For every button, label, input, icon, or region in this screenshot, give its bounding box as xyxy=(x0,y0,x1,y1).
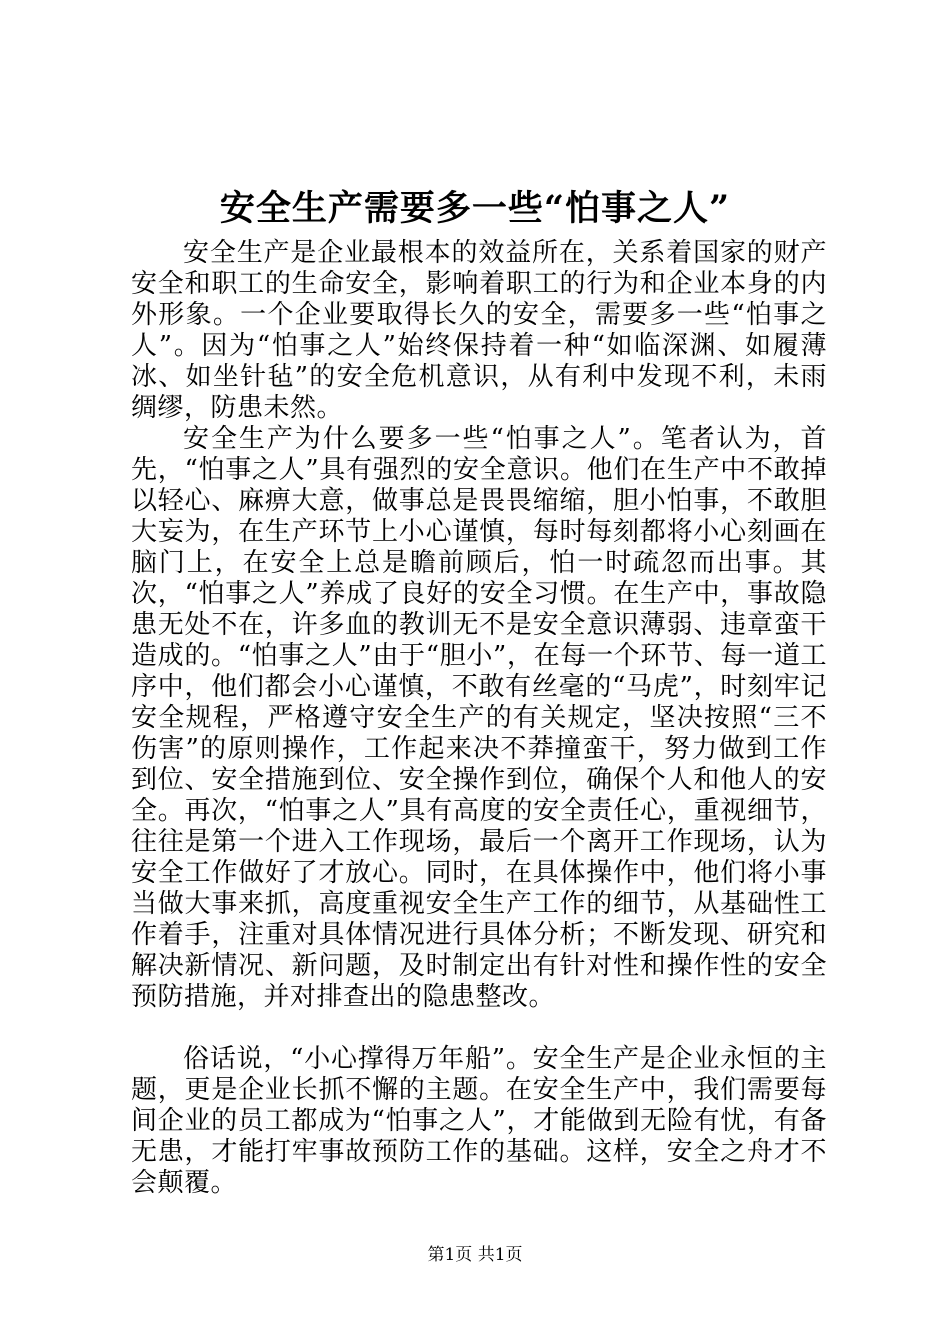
page-number-footer: 第1页 共1页 xyxy=(427,1245,523,1265)
paragraph: 安全生产是企业最根本的效益所在，关系着国家的财产安全和职工的生命安全，影响着职工的行为和企业本身的内外形象。一个企业要取得长久的安全，需要多一些“怕事之人”。因为“怕事之人”始终保持着一种“如临深渊、如履薄冰、如坐针毡”的安全危机意识，从有利中发现不利，未雨绸缪，防患未然。 xyxy=(131,238,827,423)
paragraph: 安全生产为什么要多一些“怕事之人”。笔者认为，首先，“怕事之人”具有强烈的安全意识。他们在生产中不敢掉以轻心、麻痹大意，做事总是畏畏缩缩，胆小怕事，不敢胆大妄为，在生产环节上小心谨慎，每时每刻都将小心刻画在脑门上，在安全上总是瞻前顾后，怕一时疏忽而出事。其次，“怕事之人”养成了良好的安全习惯。在生产中，事故隐患无处不在，许多血的教训无不是安全意识薄弱、违章蛮干造成的。“怕事之人”由于“胆小”，在每一个环节、每一道工序中，他们都会小心谨慎，不敢有丝毫的“马虎”，时刻牢记安全规程，严格遵守安全生产的有关规定，坚决按照“三不伤害”的原则操作，工作起来决不莽撞蛮干，努力做到工作到位、安全措施到位、安全操作到位，确保个人和他人的安全。再次，“怕事之人”具有高度的安全责任心，重视细节，往往是第一个进入工作现场，最后一个离开工作现场，认为安全工作做好了才放心。同时，在具体操作中，他们将小事当做大事来抓，高度重视安全生产工作的细节，从基础性工作着手，注重对具体情况进行具体分析；不断发现、研究和解决新情况、新问题，及时制定出有针对性和操作性的安全预防措施，并对排查出的隐患整改。 xyxy=(131,424,827,1012)
document-body xyxy=(131,238,827,1199)
document-title: 安全生产需要多一些“怕事之人” xyxy=(219,188,731,229)
paragraph: 俗话说，“小心撑得万年船”。安全生产是企业永恒的主题，更是企业长抓不懈的主题。在安全生产中，我们需要每间企业的员工都成为“怕事之人”，才能做到无险有忧，有备无患，才能打牢事故预防工作的基础。这样，安全之舟才不会颠覆。 xyxy=(131,1044,827,1198)
